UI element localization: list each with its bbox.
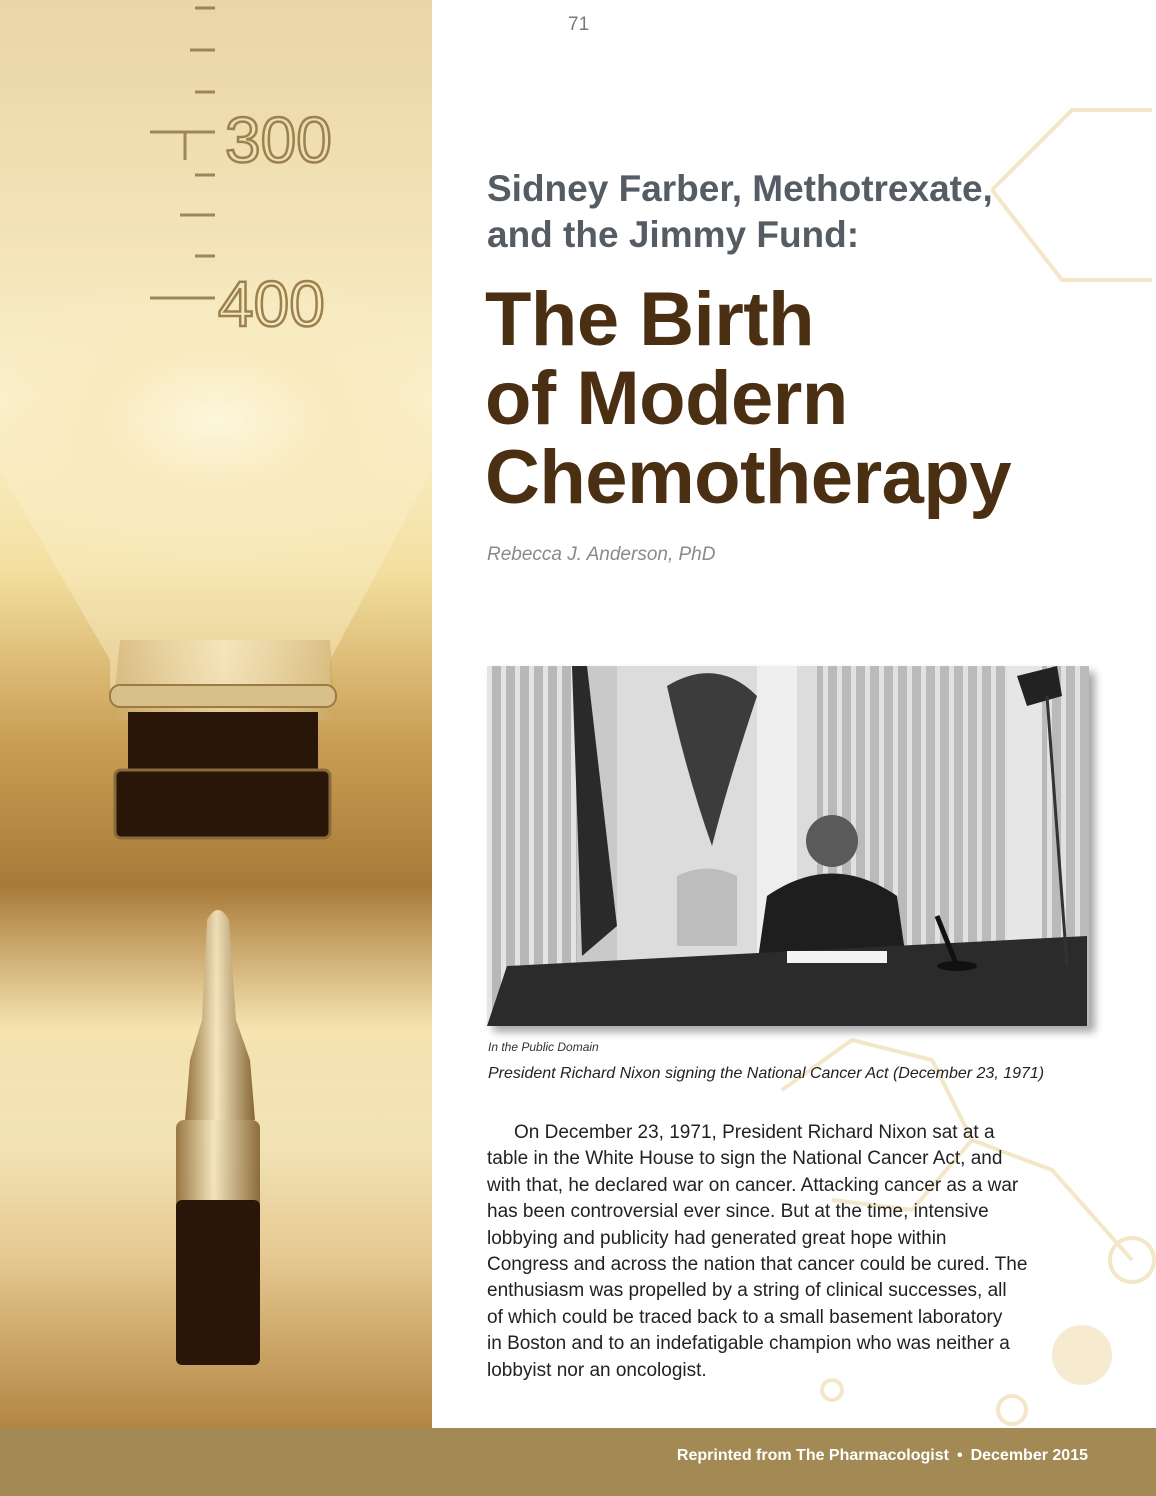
bottle-mark-400: 400 <box>218 268 325 340</box>
subtitle-line-2: and the Jimmy Fund: <box>487 214 860 255</box>
author-byline: Rebecca J. Anderson, PhD <box>487 544 716 565</box>
photo-credit: In the Public Domain <box>488 1040 599 1054</box>
footer-text <box>677 1447 1088 1465</box>
article-body <box>487 1120 1087 1384</box>
page-number: 71 <box>568 14 590 35</box>
photo-illustration <box>487 666 1089 1026</box>
iv-bottle-illustration <box>0 0 432 1428</box>
article-title <box>485 277 1125 520</box>
body-line: table in the White House to sign the National Cancer Act, and <box>487 1148 1003 1170</box>
footer-separator: • <box>956 1447 963 1464</box>
body-line: lobbyist nor an oncologist. <box>487 1359 707 1381</box>
body-line: has been controversial ever since. But at the time, intensive <box>487 1201 989 1223</box>
body-line: Congress and across the nation that cancer could be cured. The <box>487 1254 1028 1276</box>
subtitle-line-1: Sidney Farber, Methotrexate, <box>487 168 993 209</box>
footer-source: Reprinted from The Pharmacologist <box>676 1447 949 1464</box>
body-line: lobbying and publicity had generated great hope within <box>487 1227 947 1249</box>
body-line: with that, he declared war on cancer. Attacking cancer as a war <box>487 1174 1019 1196</box>
footer-date: December 2015 <box>970 1447 1088 1464</box>
title-line-1: The Birth <box>485 277 815 362</box>
nixon-signing-photo <box>487 666 1089 1026</box>
body-line: enthusiasm was propelled by a string of clinical successes, all <box>487 1280 1007 1302</box>
title-line-3: Chemotherapy <box>485 435 1012 520</box>
photo-caption: President Richard Nixon signing the National Cancer Act (December 23, 1971) <box>488 1065 1045 1082</box>
body-line: in Boston and to an indefatigable champion who was neither a <box>487 1333 1010 1355</box>
bottle-mark-300: 300 <box>225 104 332 176</box>
page-footer <box>0 1428 1156 1496</box>
title-line-2: of Modern <box>485 356 848 441</box>
left-photo-panel <box>0 0 432 1428</box>
body-line: On December 23, 1971, President Richard Nixon sat at a <box>514 1122 995 1143</box>
body-line: of which could be traced back to a small basement laboratory <box>487 1306 1003 1328</box>
article-subtitle <box>487 166 1107 258</box>
